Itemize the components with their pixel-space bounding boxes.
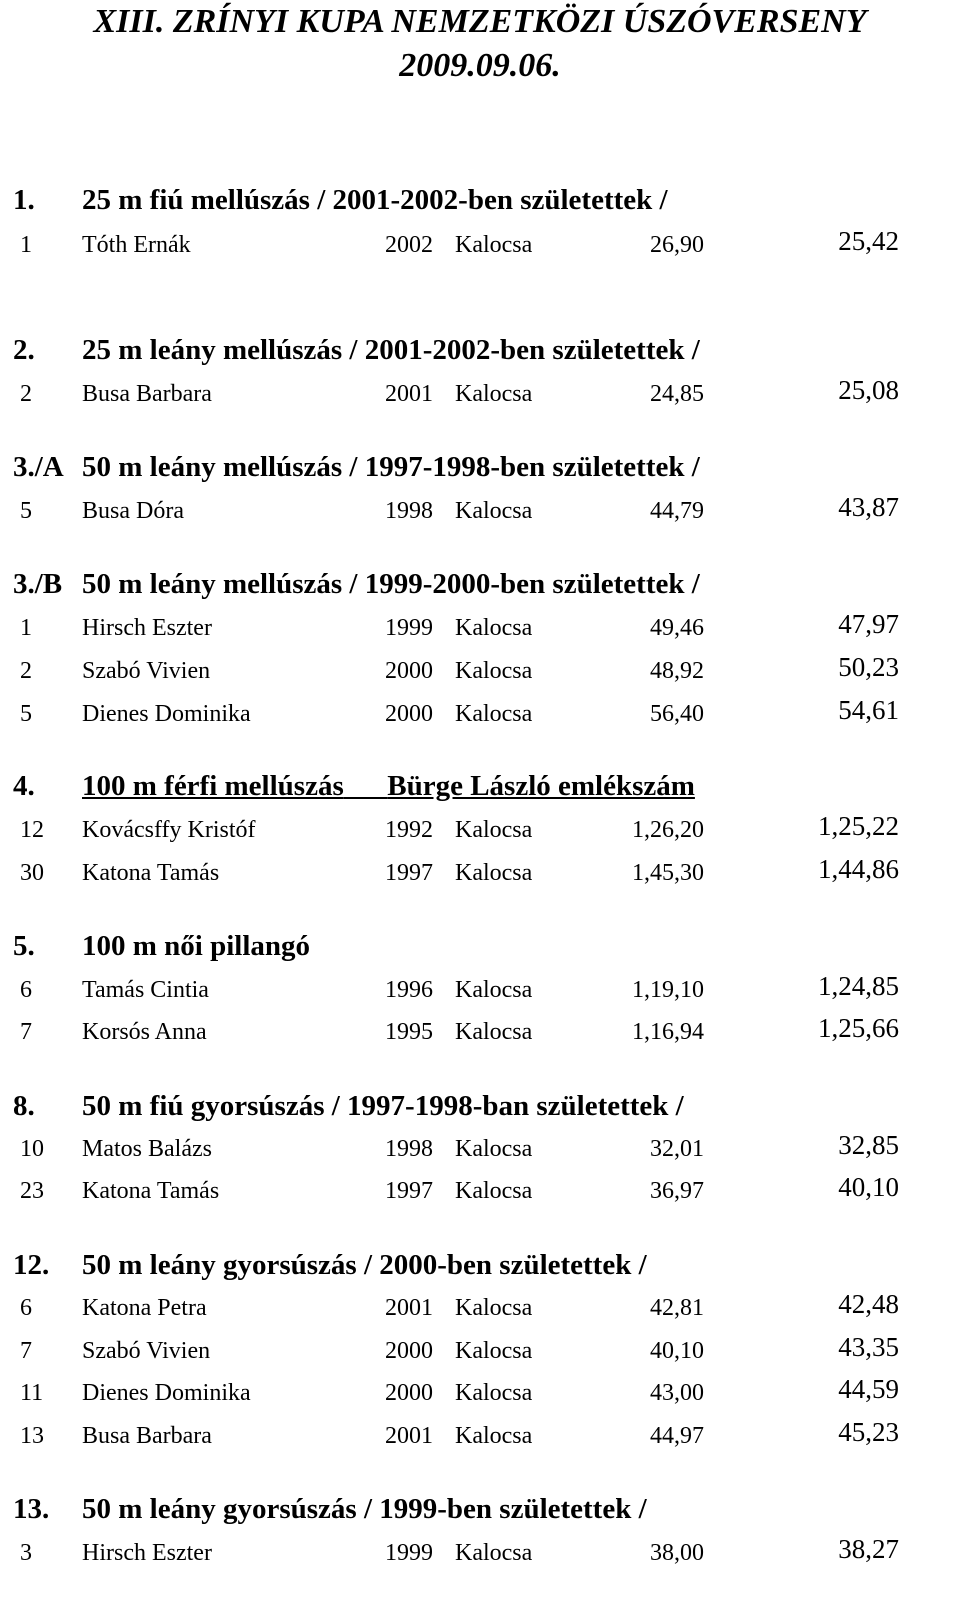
result-time: 1,24,85 [818,971,899,1001]
result-time: 47,97 [838,609,899,639]
club-name: Kalocsa [455,1423,533,1449]
birth-year: 1992 [385,817,433,843]
club-name: Kalocsa [455,1338,533,1364]
result-time: 25,42 [838,226,899,256]
result-time: 1,44,86 [818,854,899,884]
result-place: 2 [20,381,32,407]
event-name: 50 m leány mellúszás / 1999-2000-ben születettek / [82,568,700,600]
entry-time: 44,79 [650,498,704,524]
swimmer-name: Dienes Dominika [82,1380,251,1406]
club-name: Kalocsa [455,498,533,524]
result-place: 5 [20,701,32,727]
birth-year: 2000 [385,658,433,684]
result-place: 3 [20,1540,32,1566]
entry-time: 49,46 [650,615,704,641]
swimmer-name: Katona Tamás [82,860,220,886]
club-name: Kalocsa [455,860,533,886]
event-number: 2. [13,334,35,366]
birth-year: 2000 [385,1338,433,1364]
event-number: 3./B [13,568,63,600]
event-name: 100 m női pillangó [82,930,311,962]
event-subtitle: Bürge László emlékszám [387,770,695,802]
swimmer-name: Matos Balázs [82,1136,212,1162]
birth-year: 1999 [385,615,433,641]
result-place: 30 [20,860,44,886]
event-number: 4. [13,770,35,802]
club-name: Kalocsa [455,977,533,1003]
entry-time: 42,81 [650,1295,704,1321]
result-place: 23 [20,1178,44,1204]
page-title: XIII. ZRÍNYI KUPA NEMZETKÖZI ÚSZÓVERSENY [93,3,867,40]
entry-time: 1,16,94 [632,1019,704,1045]
result-place: 11 [20,1380,44,1406]
event-number: 3./A [13,451,64,483]
swimmer-name: Katona Tamás [82,1178,220,1204]
birth-year: 1998 [385,498,433,524]
birth-year: 1998 [385,1136,433,1162]
club-name: Kalocsa [455,817,533,843]
event-name-gap [344,770,388,802]
entry-time: 43,00 [650,1380,704,1406]
result-time: 45,23 [838,1417,899,1447]
birth-year: 2000 [385,1380,433,1406]
birth-year: 2002 [385,232,433,258]
result-time: 40,10 [838,1172,899,1202]
entry-time: 26,90 [650,232,704,258]
event-number: 1. [13,184,35,216]
event-name: 50 m leány mellúszás / 1997-1998-ben születettek / [82,451,700,483]
result-time: 42,48 [838,1289,899,1319]
result-time: 50,23 [838,652,899,682]
event-name: 25 m fiú mellúszás / 2001-2002-ben születettek / [82,184,668,216]
swimmer-name: Kovácsffy Kristóf [82,817,256,843]
swimmer-name: Dienes Dominika [82,701,251,727]
swimmer-name: Hirsch Eszter [82,1540,212,1566]
birth-year: 1995 [385,1019,433,1045]
swimmer-name: Hirsch Eszter [82,615,212,641]
entry-time: 32,01 [650,1136,704,1162]
event-number: 12. [13,1249,50,1281]
swimmer-name: Busa Barbara [82,1423,212,1449]
result-place: 10 [20,1136,44,1162]
result-place: 2 [20,658,32,684]
event-name: 50 m leány gyorsúszás / 1999-ben születettek / [82,1493,647,1525]
club-name: Kalocsa [455,1540,533,1566]
result-time: 25,08 [838,375,899,405]
swimmer-name: Tóth Ernák [82,232,191,258]
event-name-line [82,769,695,803]
entry-time: 44,97 [650,1423,704,1449]
result-time: 43,35 [838,1332,899,1362]
event-name: 100 m férfi mellúszás [82,770,344,802]
event-date: 2009.09.06. [399,47,561,84]
swimmer-name: Szabó Vivien [82,658,211,684]
entry-time: 1,19,10 [632,977,704,1003]
result-place: 5 [20,498,32,524]
swimmer-name: Busa Barbara [82,381,212,407]
result-place: 6 [20,1295,32,1321]
swimmer-name: Szabó Vivien [82,1338,211,1364]
result-place: 1 [20,615,32,641]
result-time: 38,27 [838,1534,899,1564]
club-name: Kalocsa [455,1136,533,1162]
club-name: Kalocsa [455,1019,533,1045]
result-place: 13 [20,1423,44,1449]
event-number: 13. [13,1493,50,1525]
result-time: 54,61 [838,695,899,725]
result-place: 12 [20,817,44,843]
event-name: 25 m leány mellúszás / 2001-2002-ben születettek / [82,334,700,366]
club-name: Kalocsa [455,701,533,727]
result-place: 6 [20,977,32,1003]
event-number: 5. [13,930,35,962]
birth-year: 1996 [385,977,433,1003]
swimmer-name: Katona Petra [82,1295,207,1321]
swimmer-name: Tamás Cintia [82,977,209,1003]
result-time: 1,25,66 [818,1013,899,1043]
result-place: 7 [20,1338,32,1364]
entry-time: 36,97 [650,1178,704,1204]
birth-year: 2001 [385,1423,433,1449]
entry-time: 24,85 [650,381,704,407]
club-name: Kalocsa [455,1295,533,1321]
club-name: Kalocsa [455,381,533,407]
swimmer-name: Korsós Anna [82,1019,207,1045]
result-place: 1 [20,232,32,258]
event-name: 50 m fiú gyorsúszás / 1997-1998-ban születettek / [82,1090,684,1122]
entry-time: 1,26,20 [632,817,704,843]
birth-year: 2000 [385,701,433,727]
birth-year: 1997 [385,860,433,886]
club-name: Kalocsa [455,615,533,641]
event-number: 8. [13,1090,35,1122]
birth-year: 1999 [385,1540,433,1566]
result-place: 7 [20,1019,32,1045]
birth-year: 2001 [385,381,433,407]
result-time: 1,25,22 [818,811,899,841]
club-name: Kalocsa [455,658,533,684]
entry-time: 48,92 [650,658,704,684]
event-name: 50 m leány gyorsúszás / 2000-ben születettek / [82,1249,647,1281]
entry-time: 38,00 [650,1540,704,1566]
club-name: Kalocsa [455,232,533,258]
result-time: 32,85 [838,1130,899,1160]
entry-time: 56,40 [650,701,704,727]
entry-time: 40,10 [650,1338,704,1364]
birth-year: 2001 [385,1295,433,1321]
club-name: Kalocsa [455,1178,533,1204]
result-time: 44,59 [838,1374,899,1404]
result-time: 43,87 [838,492,899,522]
birth-year: 1997 [385,1178,433,1204]
entry-time: 1,45,30 [632,860,704,886]
swimmer-name: Busa Dóra [82,498,184,524]
club-name: Kalocsa [455,1380,533,1406]
